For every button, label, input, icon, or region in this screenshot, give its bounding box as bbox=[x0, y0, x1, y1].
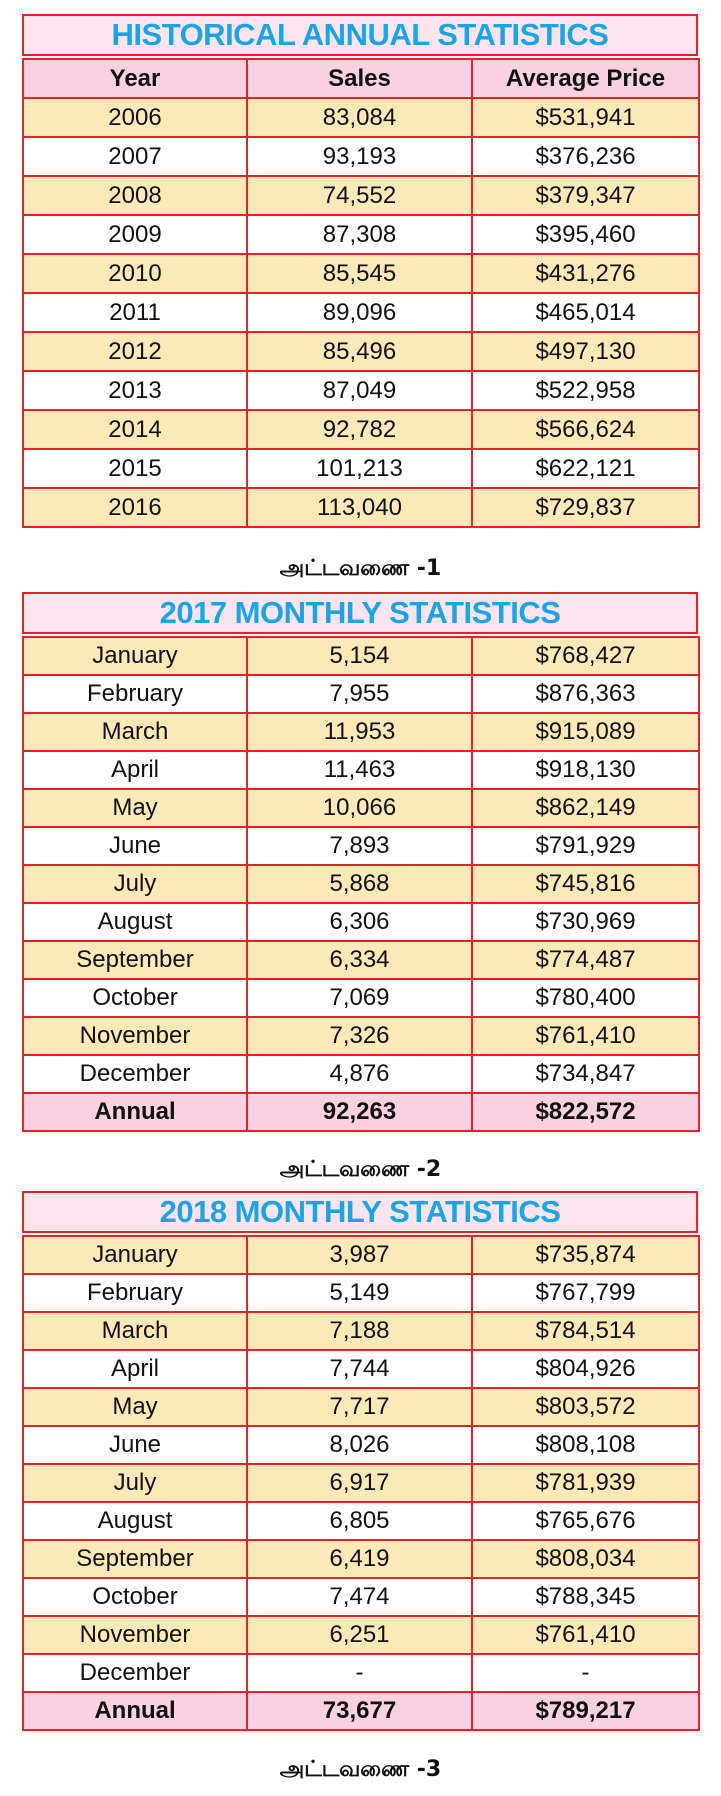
average-price-cell: $395,460 bbox=[472, 215, 699, 254]
table-1-caption: அட்டவணை -1 bbox=[279, 556, 442, 581]
monthly-2017-title: 2017 MONTHLY STATISTICS bbox=[22, 592, 698, 634]
average-price-cell: $915,089 bbox=[472, 713, 699, 751]
sales-cell: 3,987 bbox=[247, 1236, 472, 1274]
sales-cell: 7,069 bbox=[247, 979, 472, 1017]
row-label-cell: June bbox=[23, 827, 247, 865]
average-price-cell: $768,427 bbox=[472, 637, 699, 675]
column-header-sales: Sales bbox=[247, 59, 472, 98]
table-row bbox=[23, 449, 699, 488]
average-price-cell: $431,276 bbox=[472, 254, 699, 293]
row-label-cell: August bbox=[23, 1502, 247, 1540]
sales-cell: 10,066 bbox=[247, 789, 472, 827]
average-price-cell: $735,874 bbox=[472, 1236, 699, 1274]
sales-cell: 7,744 bbox=[247, 1350, 472, 1388]
average-price-cell: - bbox=[472, 1654, 699, 1692]
average-price-cell: $761,410 bbox=[472, 1616, 699, 1654]
row-label-cell: July bbox=[23, 865, 247, 903]
table-row bbox=[23, 98, 699, 137]
historical-annual-title: HISTORICAL ANNUAL STATISTICS bbox=[22, 14, 698, 56]
average-price-cell: $729,837 bbox=[472, 488, 699, 527]
table-row bbox=[23, 410, 699, 449]
sales-cell: 89,096 bbox=[247, 293, 472, 332]
annual-total-row bbox=[23, 1093, 699, 1131]
sales-cell: 7,326 bbox=[247, 1017, 472, 1055]
average-price-cell: $465,014 bbox=[472, 293, 699, 332]
row-label-cell: October bbox=[23, 979, 247, 1017]
table-row bbox=[23, 1236, 699, 1274]
row-label-cell: October bbox=[23, 1578, 247, 1616]
table-row bbox=[23, 637, 699, 675]
annual-sales-cell: 92,263 bbox=[247, 1093, 472, 1131]
table-2-caption: அட்டவணை -2 bbox=[279, 1157, 442, 1182]
row-label-cell: April bbox=[23, 751, 247, 789]
average-price-cell: $876,363 bbox=[472, 675, 699, 713]
monthly-2018-title: 2018 MONTHLY STATISTICS bbox=[22, 1191, 698, 1233]
table-row bbox=[23, 1502, 699, 1540]
row-label-cell: September bbox=[23, 941, 247, 979]
sales-cell: 4,876 bbox=[247, 1055, 472, 1093]
average-price-cell: $808,108 bbox=[472, 1426, 699, 1464]
average-price-cell: $376,236 bbox=[472, 137, 699, 176]
average-price-cell: $730,969 bbox=[472, 903, 699, 941]
table-row bbox=[23, 751, 699, 789]
row-label-cell: December bbox=[23, 1055, 247, 1093]
average-price-cell: $788,345 bbox=[472, 1578, 699, 1616]
row-label-cell: 2009 bbox=[23, 215, 247, 254]
sales-cell: 87,308 bbox=[247, 215, 472, 254]
sales-cell: 6,334 bbox=[247, 941, 472, 979]
row-label-cell: February bbox=[23, 675, 247, 713]
table-row bbox=[23, 1464, 699, 1502]
table-header-row bbox=[23, 59, 699, 98]
table-row bbox=[23, 254, 699, 293]
table-row bbox=[23, 1578, 699, 1616]
sales-cell: 83,084 bbox=[247, 98, 472, 137]
average-price-cell: $803,572 bbox=[472, 1388, 699, 1426]
sales-cell: 7,893 bbox=[247, 827, 472, 865]
sales-cell: 5,868 bbox=[247, 865, 472, 903]
row-label-cell: August bbox=[23, 903, 247, 941]
average-price-cell: $497,130 bbox=[472, 332, 699, 371]
row-label-cell: June bbox=[23, 1426, 247, 1464]
sales-cell: 85,545 bbox=[247, 254, 472, 293]
row-label-cell: September bbox=[23, 1540, 247, 1578]
annual-label-cell: Annual bbox=[23, 1093, 247, 1131]
row-label-cell: April bbox=[23, 1350, 247, 1388]
average-price-cell: $918,130 bbox=[472, 751, 699, 789]
average-price-cell: $734,847 bbox=[472, 1055, 699, 1093]
monthly-2018-table bbox=[22, 1235, 700, 1731]
row-label-cell: 2014 bbox=[23, 410, 247, 449]
row-label-cell: March bbox=[23, 1312, 247, 1350]
sales-cell: 7,474 bbox=[247, 1578, 472, 1616]
sales-cell: 7,188 bbox=[247, 1312, 472, 1350]
annual-average-price-cell: $789,217 bbox=[472, 1692, 699, 1730]
average-price-cell: $808,034 bbox=[472, 1540, 699, 1578]
table-row bbox=[23, 903, 699, 941]
sales-cell: 101,213 bbox=[247, 449, 472, 488]
average-price-cell: $804,926 bbox=[472, 1350, 699, 1388]
sales-cell: 6,306 bbox=[247, 903, 472, 941]
annual-sales-cell: 73,677 bbox=[247, 1692, 472, 1730]
sales-cell: 6,917 bbox=[247, 1464, 472, 1502]
row-label-cell: 2012 bbox=[23, 332, 247, 371]
row-label-cell: 2015 bbox=[23, 449, 247, 488]
row-label-cell: 2011 bbox=[23, 293, 247, 332]
monthly-2017-table bbox=[22, 636, 700, 1132]
historical-annual-block bbox=[22, 14, 698, 528]
table-row bbox=[23, 1388, 699, 1426]
sales-cell: 11,953 bbox=[247, 713, 472, 751]
table-row bbox=[23, 1017, 699, 1055]
row-label-cell: January bbox=[23, 637, 247, 675]
row-label-cell: 2016 bbox=[23, 488, 247, 527]
sales-cell: 8,026 bbox=[247, 1426, 472, 1464]
average-price-cell: $622,121 bbox=[472, 449, 699, 488]
row-label-cell: 2008 bbox=[23, 176, 247, 215]
row-label-cell: February bbox=[23, 1274, 247, 1312]
row-label-cell: May bbox=[23, 789, 247, 827]
historical-annual-table bbox=[22, 58, 700, 528]
table-row bbox=[23, 979, 699, 1017]
table-row bbox=[23, 176, 699, 215]
annual-average-price-cell: $822,572 bbox=[472, 1093, 699, 1131]
row-label-cell: December bbox=[23, 1654, 247, 1692]
sales-cell: - bbox=[247, 1654, 472, 1692]
average-price-cell: $531,941 bbox=[472, 98, 699, 137]
column-header-year: Year bbox=[23, 59, 247, 98]
table-row bbox=[23, 1274, 699, 1312]
row-label-cell: January bbox=[23, 1236, 247, 1274]
average-price-cell: $522,958 bbox=[472, 371, 699, 410]
row-label-cell: November bbox=[23, 1616, 247, 1654]
sales-cell: 85,496 bbox=[247, 332, 472, 371]
average-price-cell: $780,400 bbox=[472, 979, 699, 1017]
table-row bbox=[23, 1426, 699, 1464]
table-row bbox=[23, 1312, 699, 1350]
table-row bbox=[23, 1540, 699, 1578]
table-row bbox=[23, 215, 699, 254]
sales-cell: 87,049 bbox=[247, 371, 472, 410]
row-label-cell: 2010 bbox=[23, 254, 247, 293]
table-row bbox=[23, 827, 699, 865]
average-price-cell: $774,487 bbox=[472, 941, 699, 979]
sales-cell: 6,805 bbox=[247, 1502, 472, 1540]
average-price-cell: $781,939 bbox=[472, 1464, 699, 1502]
sales-cell: 7,955 bbox=[247, 675, 472, 713]
table-row bbox=[23, 488, 699, 527]
table-row bbox=[23, 675, 699, 713]
average-price-cell: $767,799 bbox=[472, 1274, 699, 1312]
sales-cell: 7,717 bbox=[247, 1388, 472, 1426]
average-price-cell: $379,347 bbox=[472, 176, 699, 215]
row-label-cell: 2007 bbox=[23, 137, 247, 176]
sales-cell: 11,463 bbox=[247, 751, 472, 789]
sales-cell: 113,040 bbox=[247, 488, 472, 527]
table-3-caption: அட்டவணை -3 bbox=[279, 1757, 442, 1782]
monthly-2017-block bbox=[22, 592, 698, 1132]
table-row bbox=[23, 713, 699, 751]
sales-cell: 74,552 bbox=[247, 176, 472, 215]
table-row bbox=[23, 1616, 699, 1654]
row-label-cell: May bbox=[23, 1388, 247, 1426]
table-row bbox=[23, 1055, 699, 1093]
sales-cell: 92,782 bbox=[247, 410, 472, 449]
row-label-cell: July bbox=[23, 1464, 247, 1502]
table-row bbox=[23, 789, 699, 827]
average-price-cell: $862,149 bbox=[472, 789, 699, 827]
table-row bbox=[23, 332, 699, 371]
sales-cell: 6,419 bbox=[247, 1540, 472, 1578]
table-row bbox=[23, 865, 699, 903]
average-price-cell: $745,816 bbox=[472, 865, 699, 903]
average-price-cell: $784,514 bbox=[472, 1312, 699, 1350]
row-label-cell: March bbox=[23, 713, 247, 751]
average-price-cell: $566,624 bbox=[472, 410, 699, 449]
table-row bbox=[23, 293, 699, 332]
table-row bbox=[23, 1350, 699, 1388]
row-label-cell: 2006 bbox=[23, 98, 247, 137]
annual-label-cell: Annual bbox=[23, 1692, 247, 1730]
column-header-average-price: Average Price bbox=[472, 59, 699, 98]
average-price-cell: $791,929 bbox=[472, 827, 699, 865]
sales-cell: 5,154 bbox=[247, 637, 472, 675]
table-row bbox=[23, 1654, 699, 1692]
monthly-2018-block bbox=[22, 1191, 698, 1731]
row-label-cell: 2013 bbox=[23, 371, 247, 410]
annual-total-row bbox=[23, 1692, 699, 1730]
row-label-cell: November bbox=[23, 1017, 247, 1055]
sales-cell: 5,149 bbox=[247, 1274, 472, 1312]
table-row bbox=[23, 371, 699, 410]
table-row bbox=[23, 941, 699, 979]
sales-cell: 93,193 bbox=[247, 137, 472, 176]
table-row bbox=[23, 137, 699, 176]
sales-cell: 6,251 bbox=[247, 1616, 472, 1654]
average-price-cell: $761,410 bbox=[472, 1017, 699, 1055]
average-price-cell: $765,676 bbox=[472, 1502, 699, 1540]
